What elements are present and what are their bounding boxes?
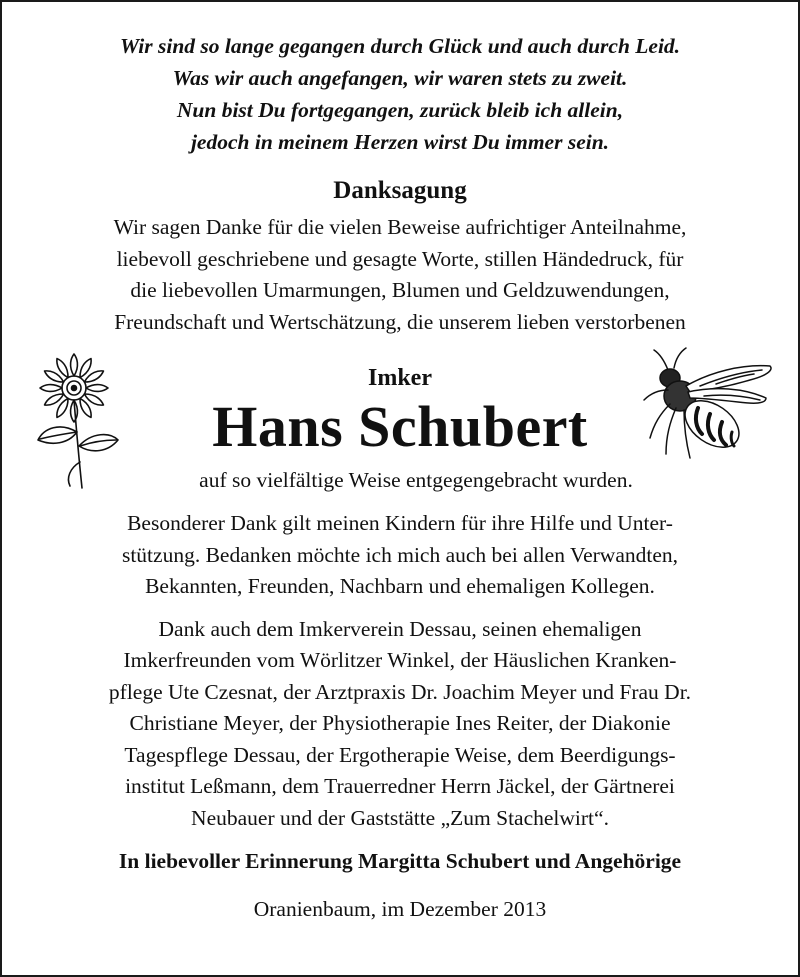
text-line: pflege Ute Czesnat, der Arztpraxis Dr. Joachim Meyer und Frau Dr.	[108, 679, 692, 704]
further-thanks-paragraph	[2, 614, 798, 835]
text-line: institut Leßmann, dem Trauerredner Herrn Jäckel, der Gärtnerei	[125, 774, 675, 798]
special-thanks-paragraph	[2, 508, 798, 603]
text-line: Dank auch dem Imkerverein Dessau, seinen ehemaligen	[158, 616, 642, 641]
deceased-name: Hans Schubert	[212, 394, 588, 459]
text-line: liebevoll geschriebene und gesagte Worte, stillen Händedruck, für	[116, 246, 684, 271]
text-line: Neubauer und der Gaststätte „Zum Stachelwirt“.	[191, 805, 609, 830]
poem-line: Wir sind so lange gegangen durch Glück und auch durch Leid.	[119, 34, 681, 58]
text-line: die liebevollen Umarmungen, Blumen und Geldzuwendungen,	[130, 278, 670, 302]
continuation-line: auf so vielfältige Weise entgegengebracht wurden.	[199, 468, 633, 492]
poem-line: Nun bist Du fortgegangen, zurück bleib ich allein,	[176, 98, 624, 122]
signature-line: In liebevoller Erinnerung Margitta Schubert und Angehörige	[118, 849, 682, 873]
intro-paragraph	[2, 212, 798, 338]
memorial-poem	[2, 30, 798, 158]
poem-line: Was wir auch angefangen, wir waren stets zu zweit.	[172, 66, 628, 90]
occupation-label: Imker	[368, 365, 432, 391]
bee-icon	[620, 346, 780, 466]
notice-heading: Danksagung	[333, 177, 467, 204]
deceased-block	[2, 338, 798, 503]
text-line: Imkerfreunden vom Wörlitzer Winkel, der Häuslichen Kranken-	[123, 648, 677, 672]
text-line: Freundschaft und Wertschätzung, die unserem lieben verstorbenen	[114, 309, 686, 334]
text-line: Wir sagen Danke für die vielen Beweise aufrichtiger Anteilnahme,	[113, 215, 687, 239]
text-line: Besonderer Dank gilt meinen Kindern für ihre Hilfe und Unter-	[127, 511, 673, 535]
text-line: stützung. Bedanken möchte ich mich auch bei allen Verwandten,	[121, 542, 679, 567]
place-date: Oranienbaum, im Dezember 2013	[253, 897, 547, 921]
poem-line: jedoch in meinem Herzen wirst Du immer sein.	[190, 130, 610, 154]
text-line: Bekannten, Freunden, Nachbarn und ehemaligen Kollegen.	[145, 574, 655, 598]
text-line: Christiane Meyer, der Physiotherapie Ines Reiter, der Diakonie	[129, 711, 671, 735]
text-line: Tagespflege Dessau, der Ergotherapie Weise, dem Beerdigungs-	[124, 742, 676, 767]
